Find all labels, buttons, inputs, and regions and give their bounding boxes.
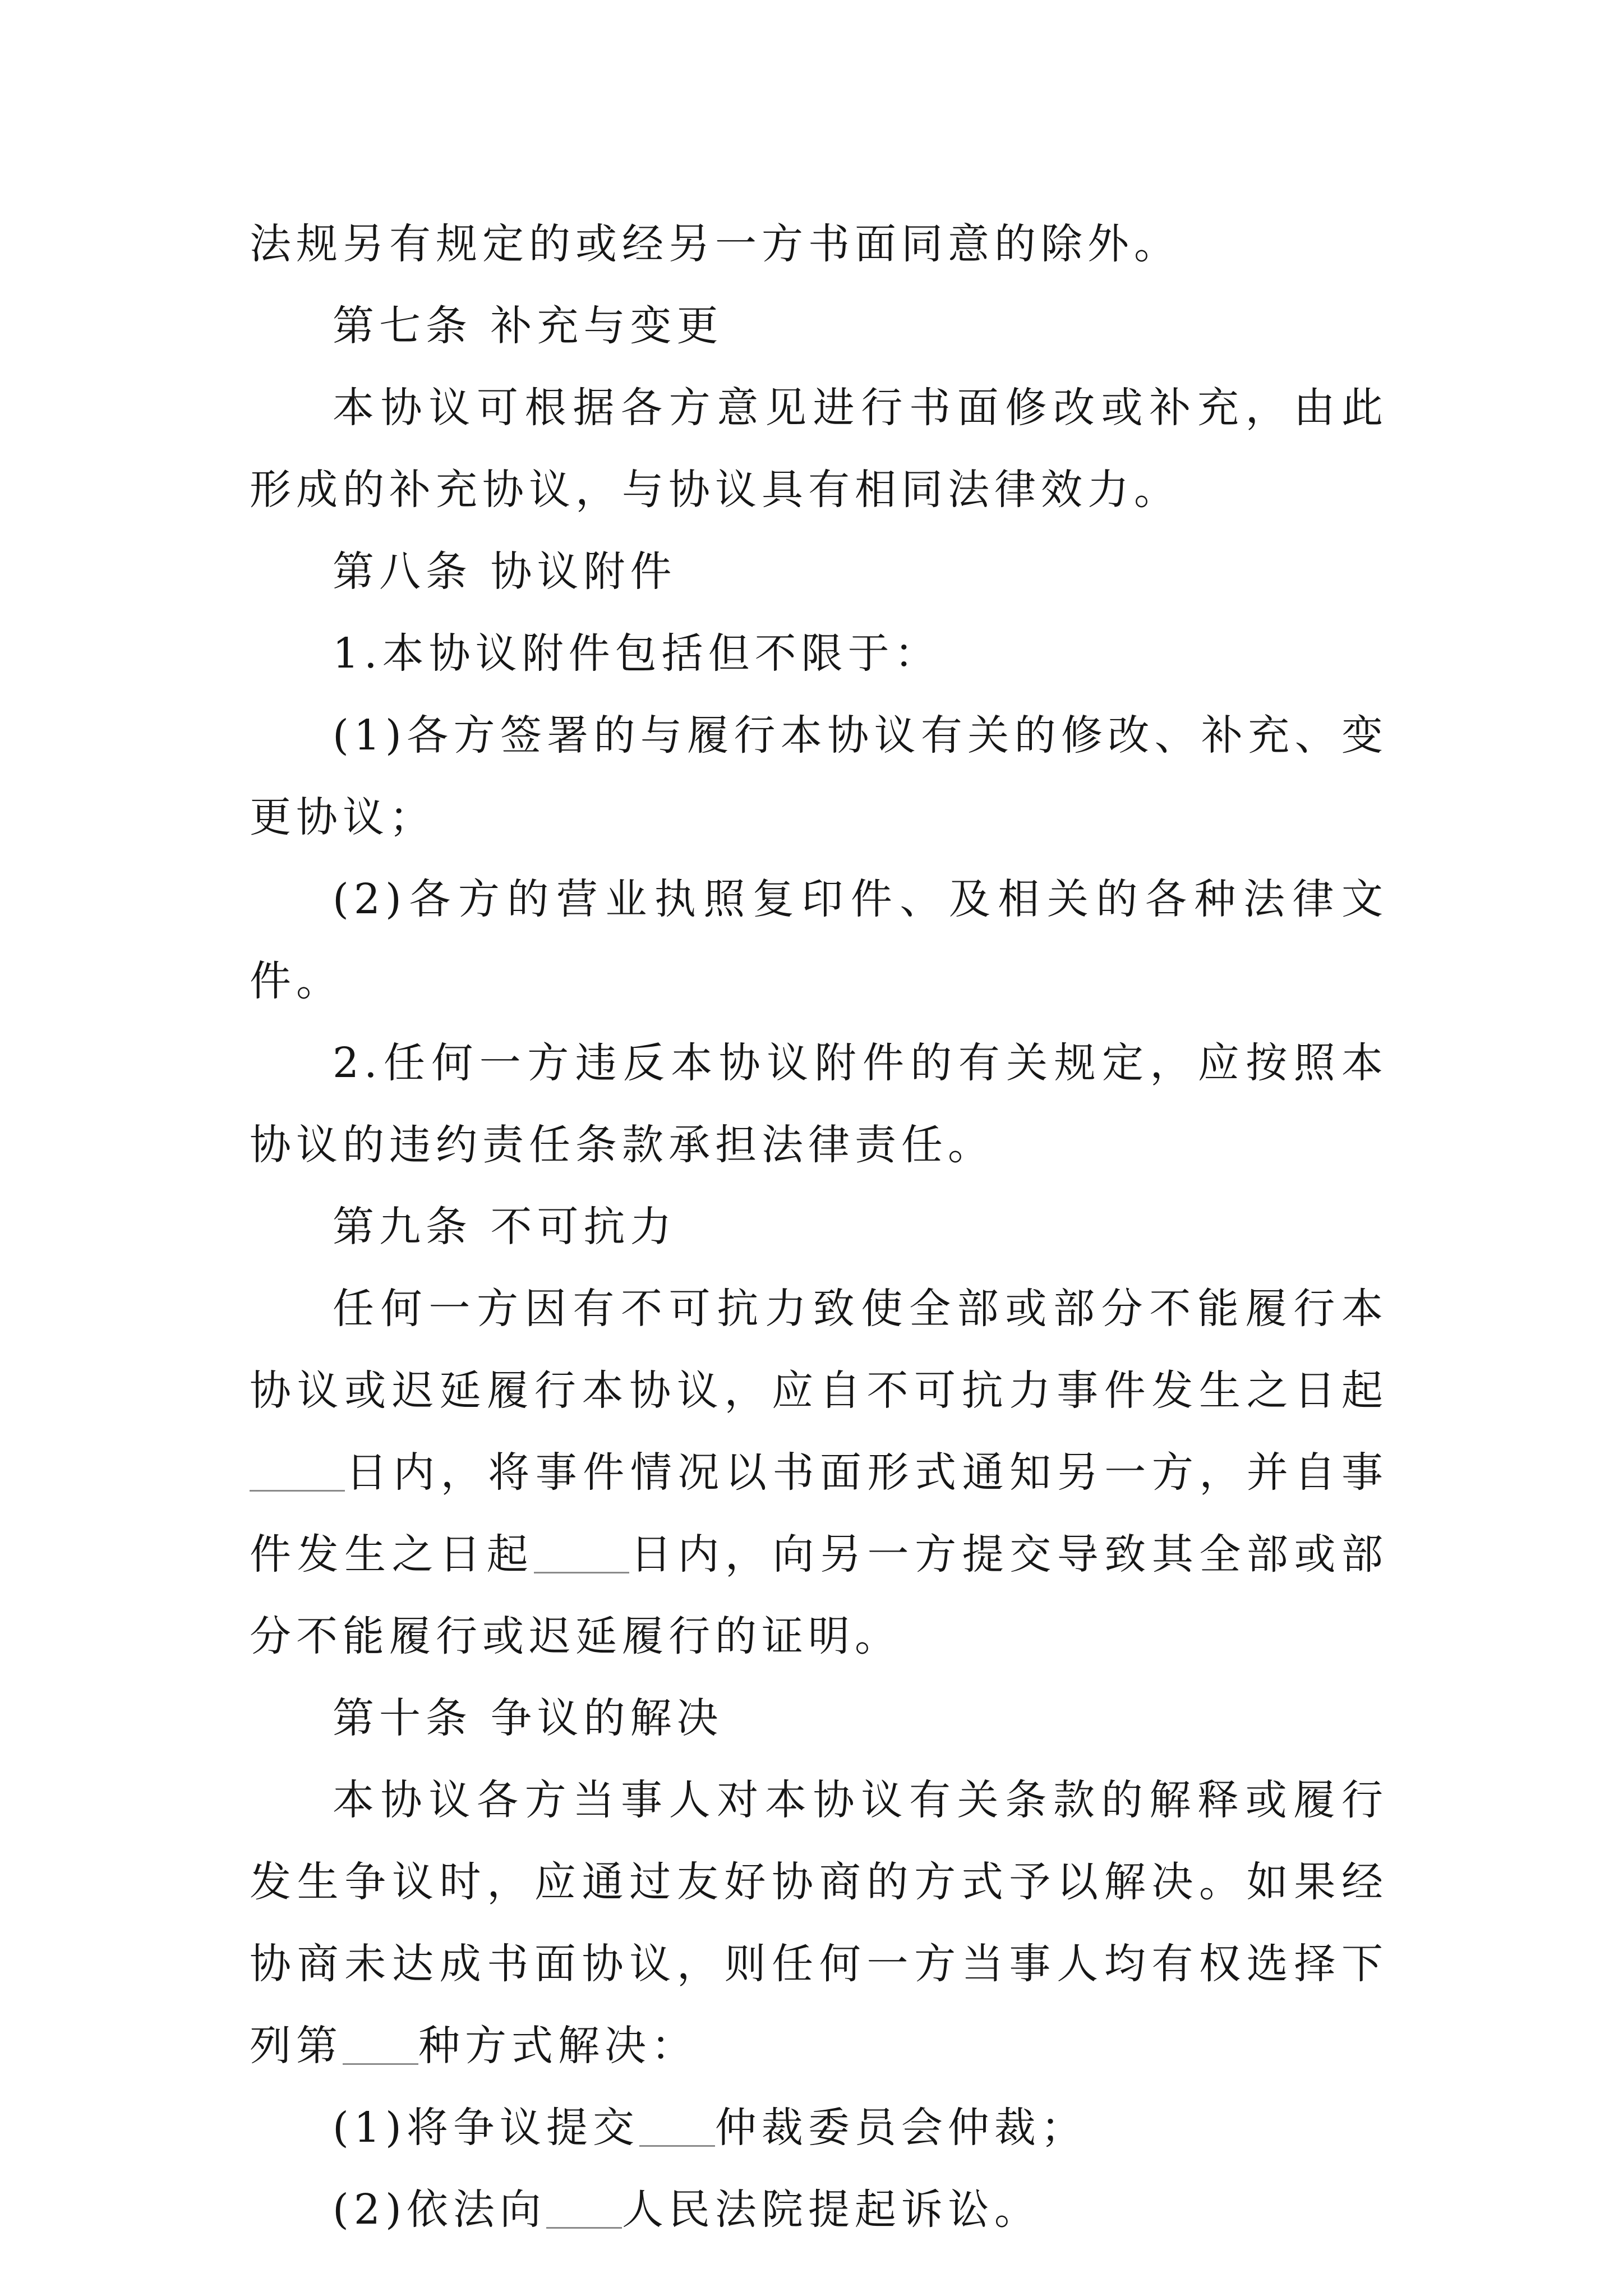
- fill-in-blank-court[interactable]: [546, 2185, 622, 2229]
- option-2-text-2: 人民法院提起诉讼。: [621, 2185, 1041, 2234]
- document-body: [250, 203, 1388, 2251]
- fill-in-blank-method-number[interactable]: [343, 2022, 418, 2065]
- article-10-heading: 第十条 争议的解决: [333, 1694, 723, 1742]
- article-8-item-1a: (1)各方签署的与履行本协议有关的修改、补充、变更协议；: [250, 711, 1388, 841]
- option-2-text-1: (2)依法向: [333, 2185, 546, 2234]
- option-1-text-1: (1)将争议提交: [333, 2104, 639, 2152]
- article-10-paragraph: [250, 1759, 1388, 2087]
- article-10-option-1: [250, 2087, 1388, 2169]
- option-1-text-2: 仲裁委员会仲裁；: [714, 2104, 1087, 2152]
- fill-in-blank-days-proof[interactable]: [534, 1530, 629, 1573]
- fill-in-blank-arbitration-commission[interactable]: [639, 2104, 715, 2147]
- paragraph-continuation: 法规另有规定的或经另一方书面同意的除外。: [250, 220, 1181, 268]
- article-9-paragraph: [250, 1268, 1388, 1677]
- article-8-item-2: 2.任何一方违反本协议附件的有关规定，应按照本协议的违约责任条款承担法律责任。: [250, 1039, 1388, 1169]
- article-8-heading: 第八条 协议附件: [333, 547, 677, 596]
- article-9-text-3: 日内，向另一方提交导致其全部或部分不能履行或迟延履行的证明。: [250, 1530, 1389, 1660]
- article-7-heading: 第七条 补充与变更: [333, 302, 723, 350]
- article-8-item-1b: (2)各方的营业执照复印件、及相关的各种法律文件。: [250, 875, 1388, 1005]
- fill-in-blank-days-notice[interactable]: [250, 1448, 345, 1492]
- article-10-text-1: 本协议各方当事人对本协议有关条款的解释或履行发生争议时，应通过友好协商的方式予以解决。如果经协商未达成书面协议，则任何一方当事人均有权选择下列第: [250, 1776, 1388, 2070]
- article-8-item-1: 1.本协议附件包括但不限于：: [333, 629, 941, 678]
- article-10-text-2: 种方式解决：: [418, 2022, 698, 2070]
- article-7-paragraph: 本协议可根据各方意见进行书面修改或补充，由此形成的补充协议，与协议具有相同法律效力。: [250, 384, 1388, 514]
- article-9-text-2: 日内，将事件情况以书面形式通知另一方，并自事件发生之日起: [250, 1448, 1388, 1579]
- article-9-heading: 第九条 不可抗力: [333, 1203, 677, 1251]
- article-9-text-1: 任何一方因有不可抗力致使全部或部分不能履行本协议或迟延履行本协议，应自不可抗力事件发生之日起: [250, 1285, 1388, 1415]
- article-10-option-2: [250, 2169, 1388, 2251]
